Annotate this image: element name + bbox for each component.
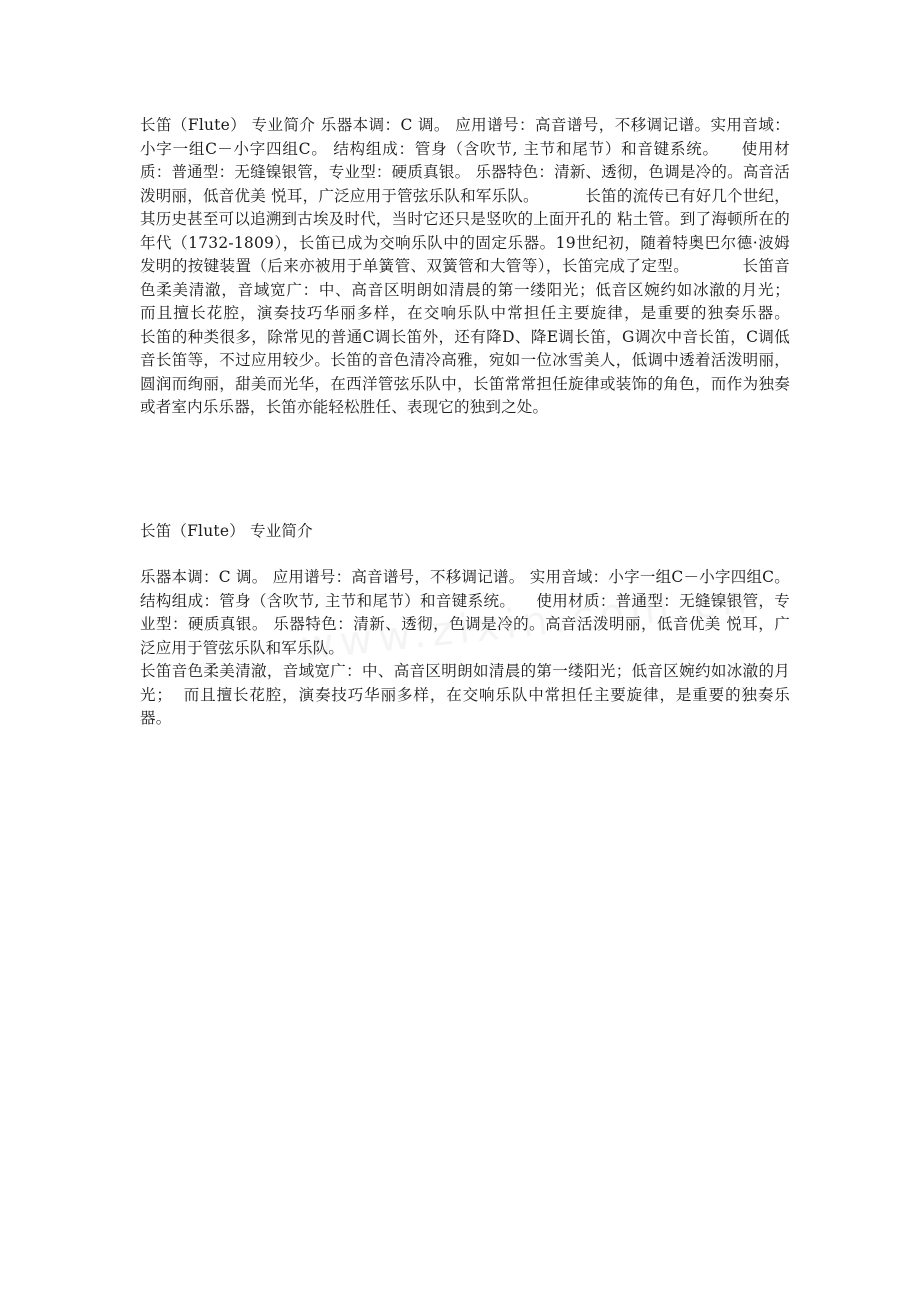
section-title: 长笛（Flute） 专业简介 <box>140 522 313 540</box>
main-paragraph: 长笛（Flute） 专业简介 乐器本调：C 调。 应用谱号：高音谱号，不移调记谱。实用音域：小字一组C－小字四组C。 结构组成：管身（含吹节, 主节和尾节）和音键系统。 使用材质：普通型：无缝镍银管，专业型：硬质真银。 乐器特色：清新、透彻，色调是冷的。高音活泼明丽，低音优美 悦耳，广泛应用于管弦乐队和军乐队。 长笛的流传已有好几个世纪，其历史甚至可以追溯到古埃及时代，当时它还只是竖吹的上面开孔的 粘土管。到了海顿所在的年代（1732-1809），长笛已成为交响乐队中的固定乐器。19世纪初，随着特奥巴尔德·波姆发明的按键装置（后来亦被用于单簧管、双簧管和大管等），长笛完成了定型。 长笛音色柔美清澈，音域宽广：中、高音区明朗如清晨的第一缕阳光；低音区婉约如冰澈的月光； 而且擅长花腔，演奏技巧华丽多样，在交响乐队中常担任主要旋律，是重要的独奏乐器。 长笛的种类很多，除常见的普通C调长笛外，还有降D、降E调长笛，G调次中音长笛，C调低音长笛等，不过应用较少。长笛的音色清冷高雅，宛如一位冰雪美人，低调中透着活泼明丽，圆润而绚丽，甜美而光华，在西洋管弦乐队中，长笛常常担任旋律或装饰的角色，而作为独奏或者室内乐乐器，长笛亦能轻松胜任、表现它的独到之处。 <box>140 116 842 416</box>
intro-paragraph: 乐器本调：C 调。 应用谱号：高音谱号，不移调记谱。 实用音域：小字一组C－小字四组C。 结构组成：管身（含吹节, 主节和尾节）和音键系统。 使用材质：普通型：无缝镍银管，专业型：硬质真银。 乐器特色：清新、透彻，色调是冷的。高音活泼明丽，低音优美 悦耳，广泛应用于管弦乐队和军乐队。 长笛音色柔美清澈，音域宽广：中、高音区明朗如清晨的第一缕阳光；低音区婉约如冰澈的月光； 而且擅长花腔，演奏技巧华丽多样，在交响乐队中常担任主要旋律，是重要的独奏乐器。 <box>140 568 790 727</box>
